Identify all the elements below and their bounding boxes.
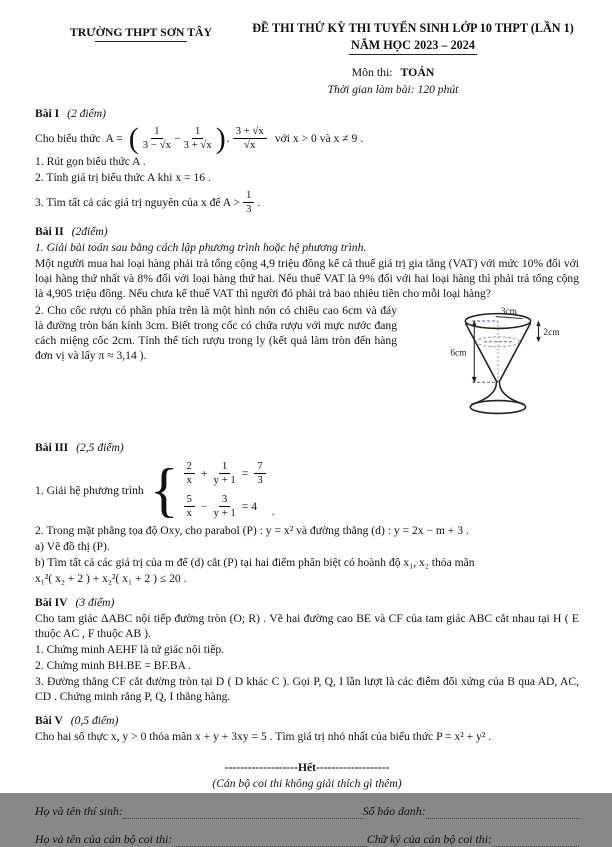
bai4-title: Bài IV — [35, 596, 68, 609]
fraction — [184, 461, 195, 486]
fraction-numerator: 1 — [151, 126, 162, 139]
candidate-name-field — [123, 805, 363, 819]
fraction-numerator: 2 — [184, 461, 195, 474]
fraction — [254, 461, 265, 486]
candidate-name-line — [35, 804, 579, 819]
school-underline — [95, 41, 187, 42]
proctor-signature-field — [492, 833, 579, 847]
bai4-points: (3 điểm) — [75, 596, 115, 609]
fraction-denominator: x — [186, 507, 192, 519]
bai3-points: (2,5 điểm) — [76, 441, 124, 454]
plus-sign: + — [200, 467, 208, 480]
fraction-denominator: √x — [244, 139, 256, 151]
fraction — [233, 126, 267, 151]
school-name: TRƯỜNG THPT SƠN TÂY — [69, 25, 213, 39]
candidate-id-label: Số báo danh: — [362, 804, 426, 818]
fraction-numerator: 1 — [192, 126, 203, 139]
bai5-title: Bài V — [35, 714, 63, 727]
system-rows — [181, 461, 269, 519]
exam-year-wrap — [247, 37, 579, 55]
proctor-name-label: Họ và tên của cán bộ coi thi: — [35, 832, 173, 846]
bai3-q2: 2. Trong mặt phẳng tọa độ Oxy, cho parabol (P) : y = x² và đường thẳng (d) : y = 2x − m + 3 . — [35, 524, 469, 537]
fraction-denominator: y + 1 — [213, 507, 236, 519]
equation-system: { $\frac{2}{x}$ + $\frac{1}{y + 1}$ = $\frac{7}{3}$ $\frac{5}{x}$ − $\frac{3}{y + 1}$ = 4 . — [149, 457, 275, 523]
proctor-name-line — [35, 832, 579, 847]
exam-header — [35, 20, 579, 55]
bai4-heading — [35, 595, 579, 610]
equals-rhs: = 4 — [241, 500, 257, 513]
fraction-denominator: 3 + √x — [183, 139, 212, 151]
fraction — [243, 190, 254, 215]
bai2-title: Bài II — [35, 225, 64, 238]
fraction — [184, 494, 195, 519]
fraction — [213, 494, 235, 519]
bai3-qb: b) Tìm tất cả các giá trị của m để (d) cắt (P) tại hai điểm phân biệt có hoành độ x₁, x₂ thỏa mãn — [35, 556, 475, 569]
cone-right-side — [499, 323, 531, 382]
fraction — [143, 126, 171, 151]
arrowhead-down — [536, 337, 540, 342]
fraction-denominator: 3 − √x — [142, 139, 171, 151]
gap-label: 2cm — [543, 327, 560, 338]
equals-sign: = — [241, 467, 249, 480]
candidate-id-field — [426, 805, 579, 819]
bai1-q1: 1. Rút gọn biểu thức A . — [35, 155, 146, 168]
bai1-formula: Cho biểu thức A = ( $\frac{1}{3 - √x}$ − $\frac{1}{3 + √x}$ ) . $\frac{3 + √x}{√x}$ với x > 0 và x ≠ 9 . — [35, 121, 364, 155]
exam-year: NĂM HỌC 2023 – 2024 — [349, 37, 477, 55]
fraction-numerator: 1 — [219, 461, 230, 474]
bai2-q2-row — [35, 303, 579, 431]
bai3-q1 — [35, 457, 579, 523]
bai2-points: (2điểm) — [71, 225, 108, 238]
bai1-q3-text: 3. Tìm tất cả các giá trị nguyên của x để A > — [35, 196, 240, 209]
wine-glass-figure — [411, 303, 579, 431]
proctor-note: (Cán bộ coi thi không giải thích gì thêm) — [212, 777, 402, 790]
section-bai-4 — [35, 595, 579, 704]
fraction-numerator: 3 — [219, 494, 230, 507]
exam-duration: Thời gian làm bài: 120 phút — [327, 83, 459, 96]
fraction-denominator: 3 — [257, 474, 263, 486]
bai3-qb-inequality: x₁²( x₂ + 2 ) + x₂²( x₁ + 2 ) ≤ 20 . — [35, 572, 187, 585]
bai4-intro: Cho tam giác ΔABC nội tiếp đường tròn (O; R) . Vẽ hai đường cao BE và CF của tam giác ABC cắt nhau tại H ( E thuộc AC , F thuộc AB ). — [35, 612, 579, 640]
fraction — [183, 126, 211, 151]
system-period: . — [271, 505, 275, 518]
bai3-q1-text: 1. Giải hệ phương trình — [35, 483, 144, 497]
bai1-intro: Cho biểu thức — [35, 132, 101, 145]
bai2-heading — [35, 224, 579, 239]
bai1-q3-period: . — [257, 196, 261, 209]
minus-sign: − — [173, 132, 181, 145]
bai4-q2: 2. Chứng minh BH.BE = BF.BA . — [35, 659, 192, 672]
fraction-numerator: 5 — [184, 494, 195, 507]
candidate-name-label: Họ và tên thí sinh: — [35, 804, 123, 818]
cone-left-side — [465, 323, 497, 382]
glass-base-ellipse — [470, 401, 525, 414]
fraction-denominator: x — [186, 474, 192, 486]
section-bai-5 — [35, 713, 579, 744]
fraction-numerator: 3 + √x — [233, 126, 267, 139]
bai2-q1-body: Một người mua hai loại hàng phải trả tổng cộng 4,9 triệu đồng kể cả thuế giá trị gia tăng (VAT) với mức 10% đối với loại hàng thứ nhất và 8% đối với loại hàng thứ hai. Nếu thuế VAT là 9% đối với hai loại hàng thì phải trả tổng cộng là 4,905 triệu đồng. Nếu chưa kể thuế VAT thì người đó phải trả bao nhiêu tiền cho mỗi loại hàng? — [35, 257, 579, 300]
bai1-condition: với x > 0 và x ≠ 9 . — [274, 132, 364, 145]
title-block — [247, 20, 579, 55]
subject-block — [35, 65, 579, 97]
bai1-heading — [35, 106, 579, 121]
bai2-q1: 1. Giải bài toán sau bằng cách lập phương trình hoặc hệ phương trình. — [35, 241, 367, 254]
subject-line — [207, 65, 579, 80]
section-bai-1 — [35, 106, 579, 215]
proctor-signature-label: Chữ ký của cán bộ coi thi: — [366, 832, 492, 846]
bai2-q2-text: 2. Cho cốc rượu có phần phía trên là một hình nón có chiều cao 6cm và đáy là đường tròn bán kính 3cm. Biết trong cốc có chứa rượu với mực nước đang cách miệng cốc 2cm. Tính thể tích rượu trong ly (kết quả làm tròn đến hàng đơn vị và lấy π ≈ 3,14 ). — [35, 304, 397, 362]
bai5-heading — [35, 713, 579, 728]
height-label: 6cm — [450, 348, 467, 359]
bai1-points: (2 điểm) — [67, 107, 107, 120]
bai4-q1: 1. Chứng minh AEHF là tứ giác nội tiếp. — [35, 643, 225, 656]
bai3-qa: a) Vẽ đồ thị (P). — [35, 540, 110, 553]
exam-title: ĐỀ THI THỬ KỲ THI TUYỂN SINH LỚP 10 THPT (LẦN 1) — [252, 21, 574, 35]
fraction-denominator: 3 — [245, 203, 252, 215]
school-block — [35, 20, 247, 55]
proctor-name-field — [172, 833, 367, 847]
fraction-denominator: y + 1 — [213, 474, 236, 486]
subject-value: TOÁN — [400, 65, 435, 79]
bai1-title: Bài I — [35, 107, 60, 120]
bai5-points: (0,5 điểm) — [70, 714, 119, 727]
section-bai-2 — [35, 224, 579, 431]
multiply-dot: . — [226, 132, 230, 145]
minus-sign: − — [200, 500, 208, 513]
fraction-numerator: 1 — [243, 190, 254, 203]
bai3-title: Bài III — [35, 441, 69, 454]
radius-label: 3cm — [500, 307, 517, 318]
subject-label: Môn thi: — [351, 65, 393, 79]
fraction-numerator: 7 — [254, 461, 265, 474]
bai5-body: Cho hai số thực x, y > 0 thỏa mãn x + y + 3xy = 5 . Tìm giá trị nhỏ nhất của biểu thức P = x² + y² . — [35, 730, 492, 743]
bai3-heading — [35, 440, 579, 455]
system-equation-2 — [181, 494, 269, 519]
wine-glass-svg — [411, 305, 579, 427]
bai4-q3: 3. Đường thẳng CF cắt đường tròn tại D ( D khác C ). Gọi P, Q, I lần lượt là các điểm đối xứng của B qua AD, AC, CD . Chứng minh rằng P, Q, I thẳng hàng. — [35, 675, 579, 703]
arrowhead-up — [536, 321, 540, 326]
bai1-q2: 2. Tính giá trị biểu thức A khi x = 16 . — [35, 171, 211, 184]
section-bai-3 — [35, 440, 579, 586]
system-equation-1 — [181, 461, 269, 486]
bai1-q3 — [35, 190, 579, 215]
end-divider: -------------------Hết------------------- — [224, 761, 390, 774]
bai1-lhs: A = — [105, 132, 123, 145]
fraction — [213, 461, 235, 486]
